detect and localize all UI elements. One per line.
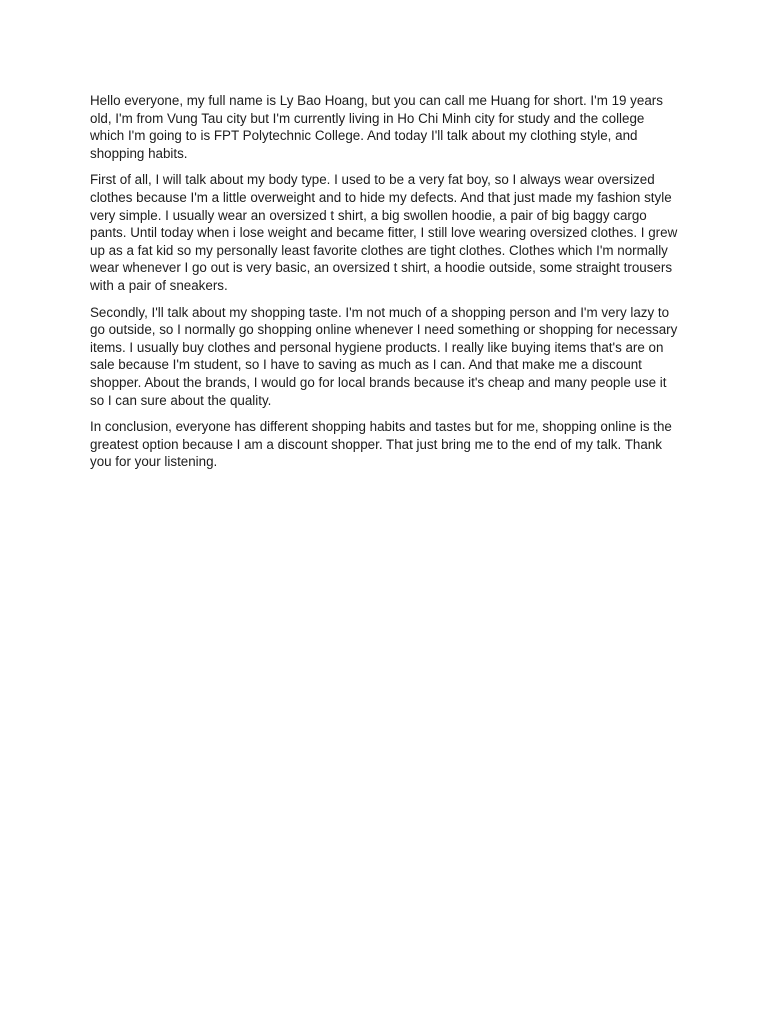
paragraph-body-type: First of all, I will talk about my body type. I used to be a very fat boy, so I always wear oversized clothes because I'm a little overweight and to hide my defects. And that just made my fashion style very simple. I usually wear an oversized t shirt, a big swollen hoodie, a pair of big baggy cargo pants. Until today when i lose weight and became fitter, I still love wearing oversized clothes. I grew up as a fat kid so my personally least favorite clothes are tight clothes. Clothes which I'm normally wear whenever I go out is very basic, an oversized t shirt, a hoodie outside, some straight trousers with a pair of sneakers. bbox=[90, 172, 678, 293]
paragraph-introduction: Hello everyone, my full name is Ly Bao Hoang, but you can call me Huang for short. I'm 19 years old, I'm from Vung Tau city but I'm currently living in Ho Chi Minh city for study and the college which I'm going to is FPT Polytechnic College. And today I'll talk about my clothing style, and shopping habits. bbox=[90, 93, 663, 161]
paragraph-shopping-taste: Secondly, I'll talk about my shopping taste. I'm not much of a shopping person and I'm very lazy to go outside, so I normally go shopping online whenever I need something or shopping for necessary items. I usually buy clothes and personal hygiene products. I really like buying items that's are on sale because I'm student, so I have to saving as much as I can. And that make me a discount shopper. About the brands, I would go for local brands because it's cheap and many people use it so I can sure about the quality. bbox=[90, 304, 678, 408]
document-body bbox=[90, 92, 680, 480]
paragraph-conclusion: In conclusion, everyone has different shopping habits and tastes but for me, shopping online is the greatest option because I am a discount shopper. That just bring me to the end of my talk. Thank you for your listening. bbox=[90, 419, 672, 470]
